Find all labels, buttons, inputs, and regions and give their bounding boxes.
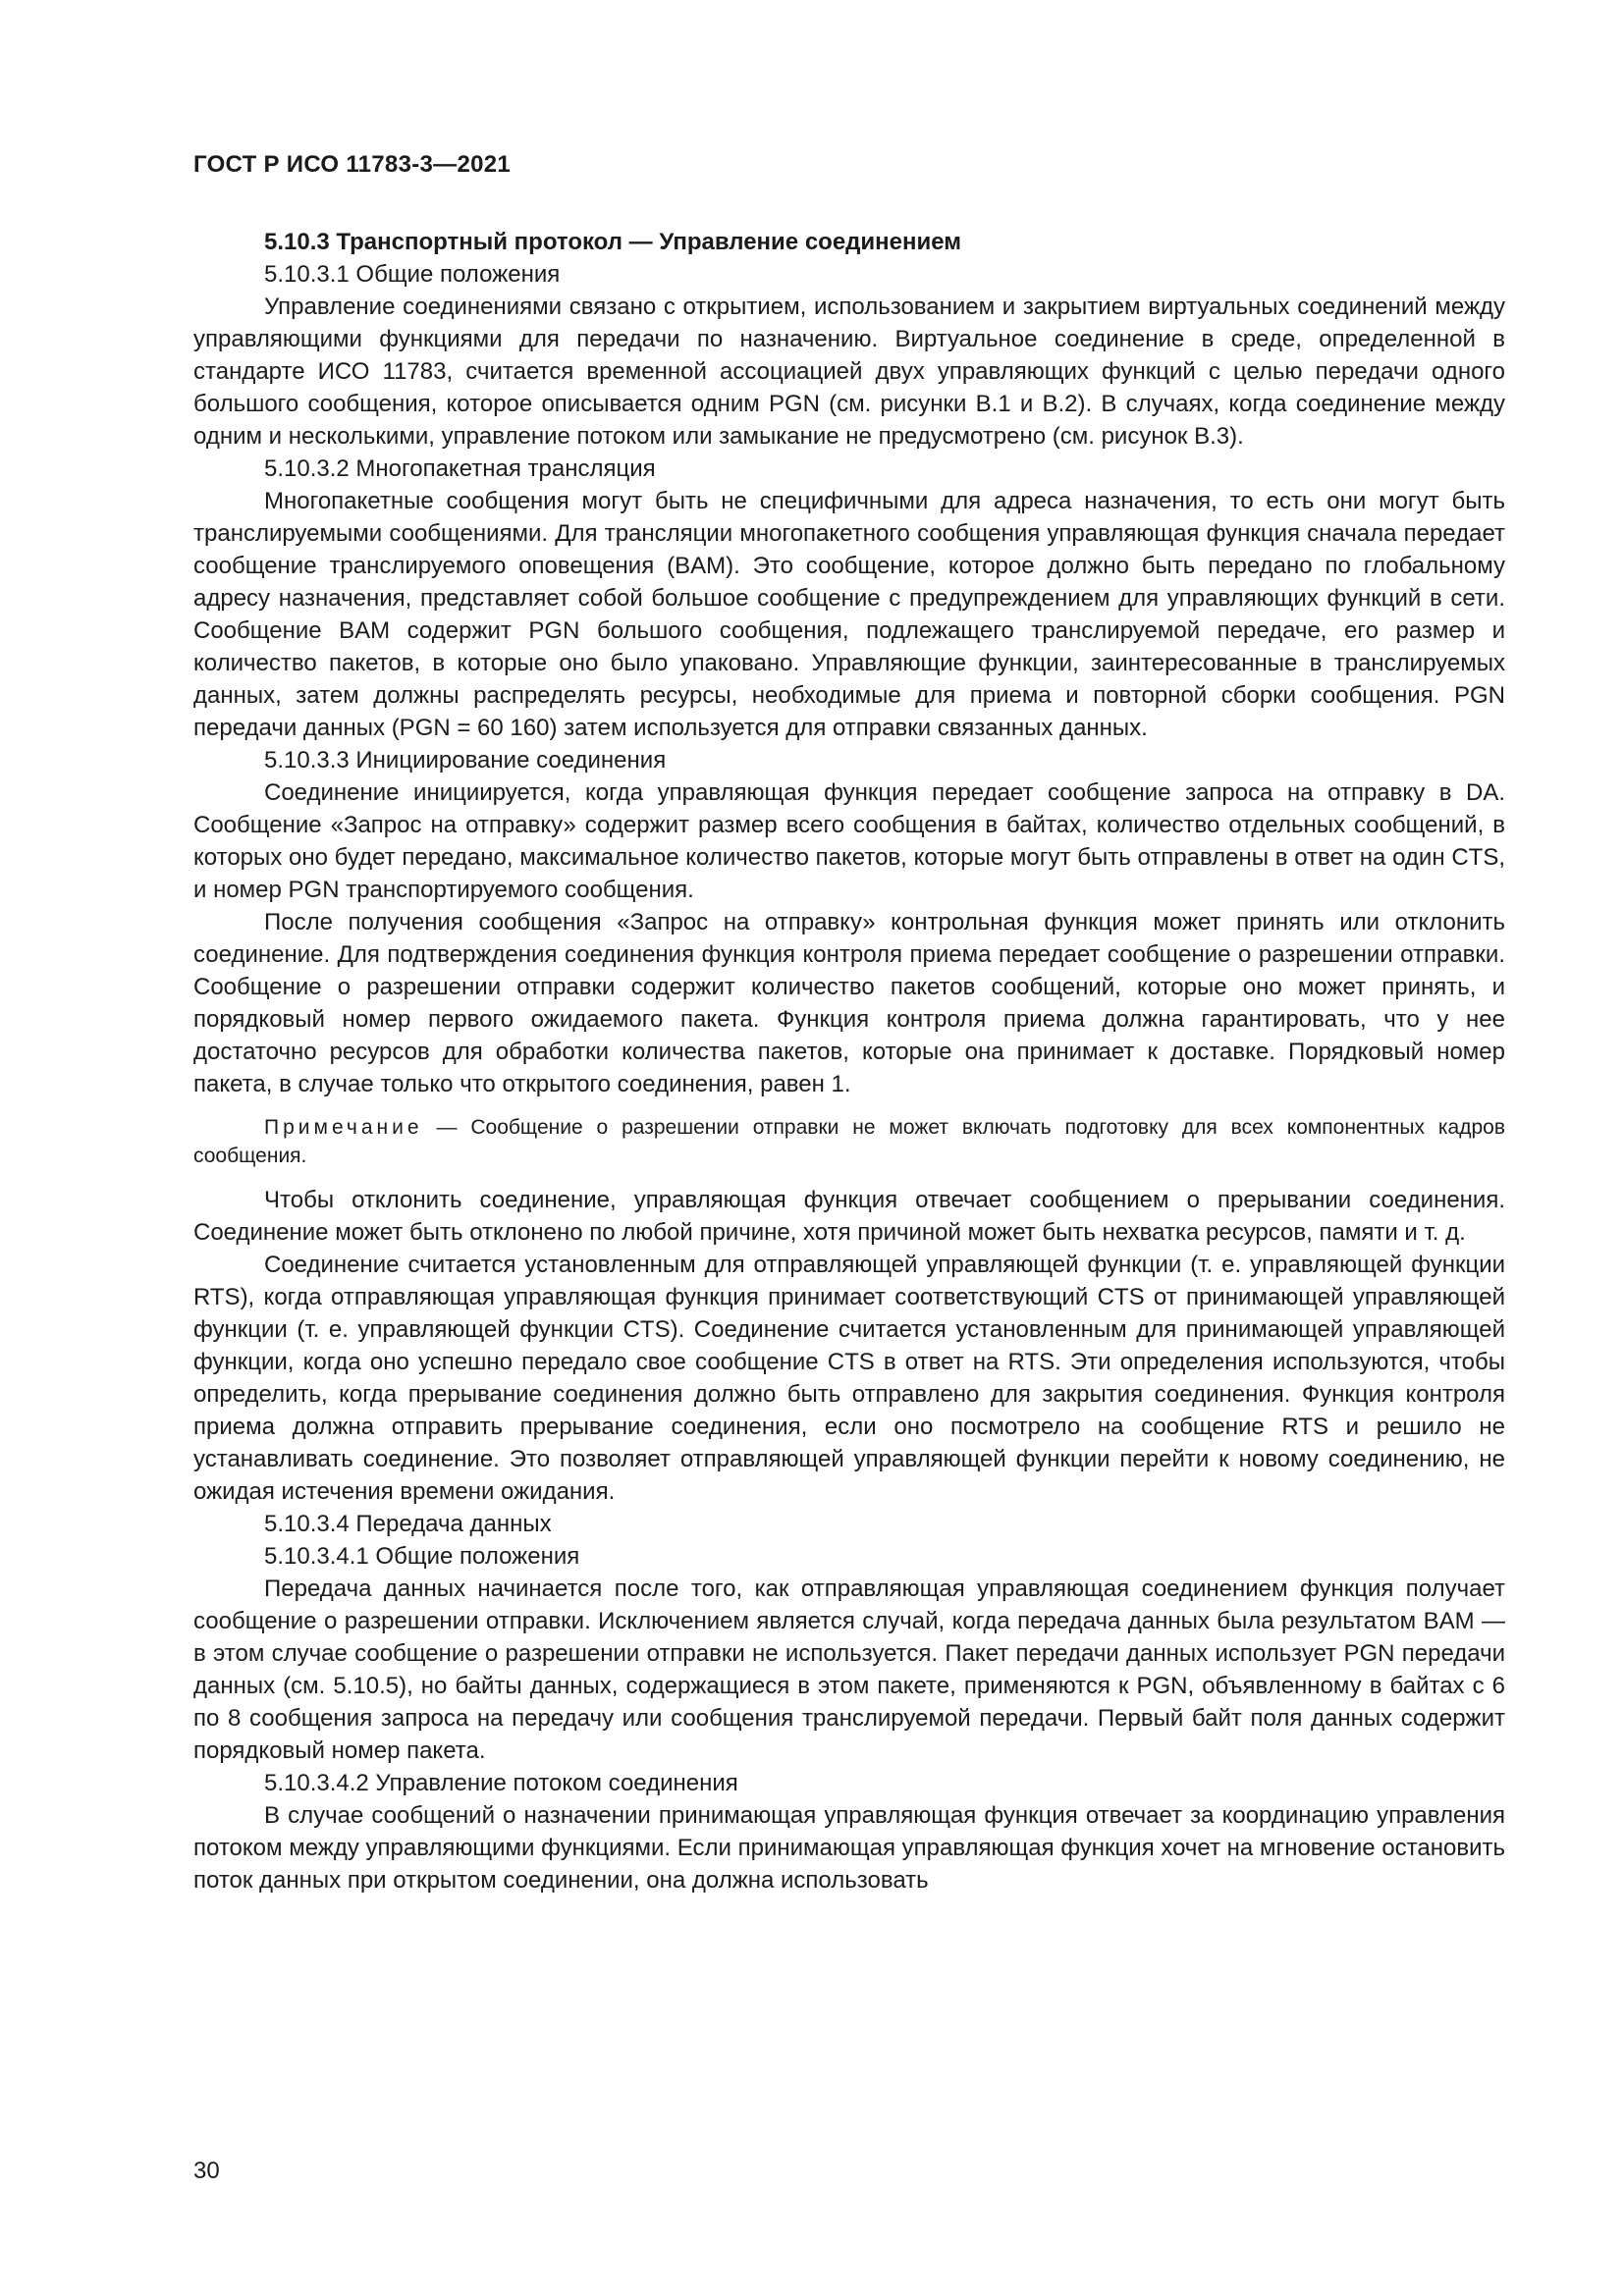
section-heading: 5.10.3 Транспортный протокол — Управление соединением: [264, 229, 962, 255]
note-text: — Сообщение о разрешении отправки не может включать подготовку для всех компонентных кадров сообщения.: [193, 1116, 1505, 1167]
paragraph: В случае сообщений о назначении принимающая управляющая функция отвечает за координацию управления потоком между управляющими функциями. Если принимающая управляющая функция хочет на мгновение остановить поток данных при открытом соединении, она должна использовать: [193, 1802, 1505, 1894]
document-header: ГОСТ Р ИСО 11783-3—2021: [193, 151, 512, 178]
paragraph: Соединение инициируется, когда управляющая функция передает сообщение запроса на отправку в DA. Сообщение «Запрос на отправку» содержит размер всего сообщения в байтах, количество отдельных сообщений, в которых оно будет передано, максимальное количество пакетов, которые могут быть отправлены в ответ на один CTS, и номер PGN транспортируемого сообщения.: [193, 779, 1505, 903]
note: [193, 1113, 1505, 1170]
subsection-title: 5.10.3.3 Инициирование соединения: [264, 747, 667, 774]
subsection-title: 5.10.3.4.1 Общие положения: [264, 1543, 580, 1570]
subsection-title: 5.10.3.4 Передача данных: [264, 1511, 552, 1537]
paragraph: Соединение считается установленным для отправляющей управляющей функции (т. е. управляющей функции RTS), когда отправляющая управляющая функция принимает соответствующий CTS от принимающей управляющей функции (т. е. управляющей функции CTS). Соединение считается установленным для принимающей управляющей функции, когда оно успешно передало свое сообщение CTS в ответ на RTS. Эти определения используются, чтобы определить, когда прерывание соединения должно быть отправлено для закрытия соединения. Функция контроля приема должна отправить прерывание соединения, если оно посмотрело на сообщение RTS и решило не устанавливать соединение. Это позволяет отправляющей управляющей функции перейти к новому соединению, не ожидая истечения времени ожидания.: [193, 1252, 1505, 1505]
paragraph: Управление соединениями связано с открытием, использованием и закрытием виртуальных соединений между управляющими функциями для передачи по назначению. Виртуальное соединение в среде, определенной в стандарте ИСО 11783, считается временной ассоциацией двух управляющих функций с целью передачи одного большого сообщения, которое описывается одним PGN (см. рисунки В.1 и В.2). В случаях, когда соединение между одним и несколькими, управление потоком или замыкание не предусмотрено (см. рисунок В.3).: [193, 294, 1505, 450]
subsection-title: 5.10.3.1 Общие положения: [264, 261, 561, 288]
paragraph: Передача данных начинается после того, как отправляющая управляющая соединением функция получает сообщение о разрешении отправки. Исключением является случай, когда передача данных была результатом BAM — в этом случае сообщение о разрешении отправки не используется. Пакет передачи данных использует PGN передачи данных (см. 5.10.5), но байты данных, содержащиеся в этом пакете, применяются к PGN, объявленному в байтах с 6 по 8 сообщения запроса на передачу или сообщения транслируемой передачи. Первый байт поля данных содержит порядковый номер пакета.: [193, 1575, 1505, 1764]
paragraph: Чтобы отклонить соединение, управляющая функция отвечает сообщением о прерывании соединения. Соединение может быть отклонено по любой причине, хотя причиной может быть нехватка ресурсов, памяти и т. д.: [193, 1187, 1505, 1246]
page-number: 30: [193, 2158, 220, 2184]
document-body: [193, 226, 1505, 1896]
paragraph: После получения сообщения «Запрос на отправку» контрольная функция может принять или отклонить соединение. Для подтверждения соединения функция контроля приема передает сообщение о разрешении отправки. Сообщение о разрешении отправки содержит количество пакетов сообщений, которые оно может принять, и порядковый номер первого ожидаемого пакета. Функция контроля приема должна гарантировать, что у нее достаточно ресурсов для обработки количества пакетов, которые она принимает к доставке. Порядковый номер пакета, в случае только что открытого соединения, равен 1.: [193, 909, 1505, 1097]
subsection-title: 5.10.3.4.2 Управление потоком соединения: [264, 1770, 738, 1796]
paragraph: Многопакетные сообщения могут быть не специфичными для адреса назначения, то есть они могут быть транслируемыми сообщениями. Для трансляции многопакетного сообщения управляющая функция сначала передает сообщение транслируемого оповещения (BAM). Это сообщение, которое должно быть передано по глобальному адресу назначения, представляет собой большое сообщение с предупреждением для управляющих функций в сети. Сообщение BAM содержит PGN большого сообщения, подлежащего транслируемой передаче, его размер и количество пакетов, в которые оно было упаковано. Управляющие функции, заинтересованные в транслируемых данных, затем должны распределять ресурсы, необходимые для приема и повторной сборки сообщения. PGN передачи данных (PGN = 60 160) затем используется для отправки связанных данных.: [193, 488, 1505, 741]
note-label: Примечание: [264, 1116, 423, 1139]
subsection-title: 5.10.3.2 Многопакетная трансляция: [264, 455, 656, 482]
